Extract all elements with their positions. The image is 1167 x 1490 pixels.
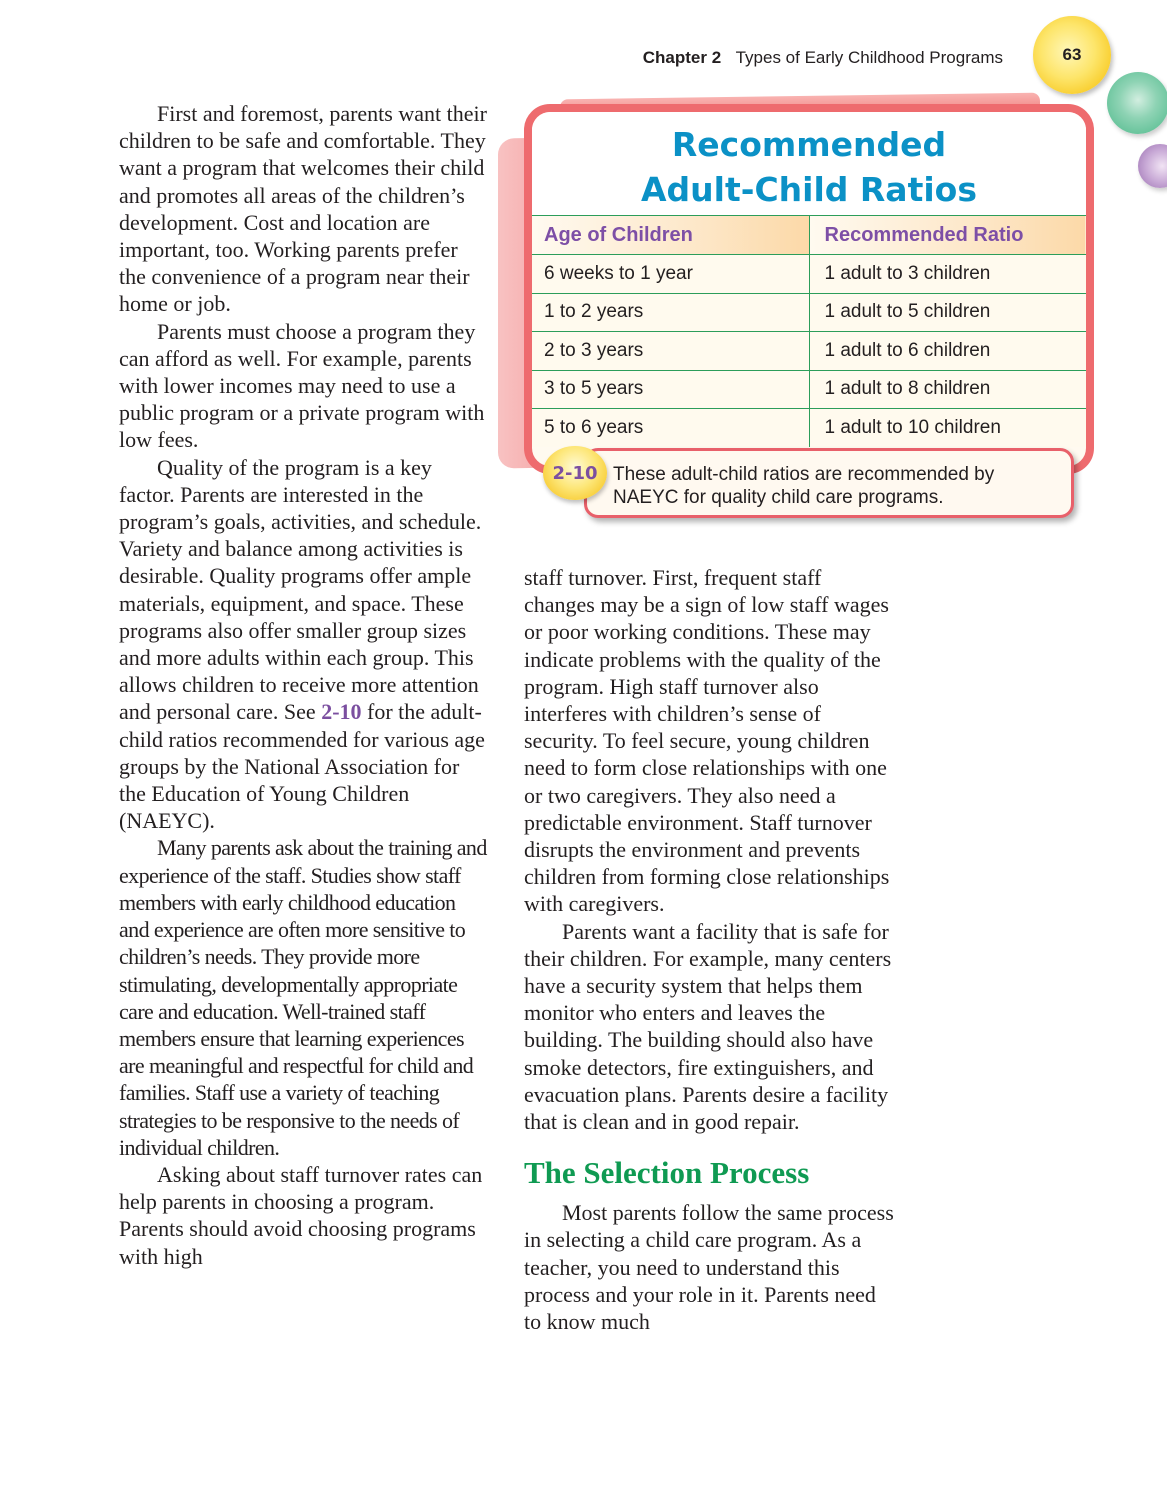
ratio-cell: 1 adult to 3 children xyxy=(809,255,1086,294)
paragraph: Asking about staff turnover rates can help parents in choosing a program. Parents should avoid choosing programs with high xyxy=(119,1161,483,1269)
paragraph-text: for the adult-child ratios recommended for various age groups by the National Association for the Education of Young Children (NAEYC). xyxy=(119,699,485,834)
table-row xyxy=(532,409,1086,447)
column-header-age: Age of Children xyxy=(532,216,809,255)
figure-title xyxy=(532,112,1086,215)
paragraph: Parents want a facility that is safe for their children. For example, many centers have a security system that helps them monitor who enters and leaves the building. The building should also have smoke detectors, fire extinguishers, and evacuation plans. Parents desire a facility that is clean and in good repair. xyxy=(524,918,892,1135)
decorative-purple-bubble-icon xyxy=(1138,144,1167,188)
column-header-ratio: Recommended Ratio xyxy=(809,216,1086,255)
figure-title-line: Adult-Child Ratios xyxy=(641,170,977,209)
paragraph: Many parents ask about the training and experience of the staff. Studies show staff members with early childhood education and experience are often more sensitive to children’s needs. They provide more stimulating, developmentally appropriate care and education. Well-trained staff members ensure that learning experiences are meaningful and respectful for child and families. Staff use a variety of teaching strategies to be responsive to the needs of individual children. xyxy=(119,835,487,1160)
paragraph: First and foremost, parents want their children to be safe and comfortable. They want a program that welcomes their child and promotes all areas of the children’s development. Cost and location are important, too. Working parents prefer the convenience of a program near their home or job. xyxy=(119,101,487,317)
paragraph: staff turnover. First, frequent staff changes may be a sign of low staff wages or poor working conditions. These may indicate problems with the quality of the program. High staff turnover also interferes with children’s sense of security. To feel secure, young children need to form close relationships with one or two caregivers. They also need a predictable environment. Staff turnover disrupts the environment and prevents children from forming close relationships with caregivers. xyxy=(524,565,890,917)
paragraph: Parents must choose a program they can afford as well. For example, parents with lower incomes may need to use a public program or a private program with low fees. xyxy=(119,318,485,453)
section-heading: The Selection Process xyxy=(524,1155,810,1191)
table-row xyxy=(532,332,1086,371)
chapter-title: Types of Early Childhood Programs xyxy=(735,48,1003,67)
left-text-column xyxy=(119,100,489,1270)
right-text-column xyxy=(524,564,894,1335)
table-header-row xyxy=(532,216,1086,255)
figure-reference-link[interactable]: 2-10 xyxy=(321,699,362,725)
ratio-cell: 1 adult to 8 children xyxy=(809,370,1086,409)
table-row xyxy=(532,293,1086,332)
page-number-badge xyxy=(1033,16,1111,94)
decorative-green-bubble-icon xyxy=(1107,72,1167,134)
figure-ratios-box xyxy=(524,104,1094,474)
ratio-cell: 1 adult to 6 children xyxy=(809,332,1086,371)
ratio-cell: 1 adult to 10 children xyxy=(809,409,1086,447)
page-number: 63 xyxy=(1062,45,1082,64)
figure-number: 2-10 xyxy=(552,462,598,484)
chapter-label: Chapter 2 xyxy=(642,48,722,67)
figure-caption: These adult-child ratios are recommended by NAEYC for quality child care programs. xyxy=(584,448,1074,518)
age-cell: 5 to 6 years xyxy=(532,409,809,447)
age-cell: 6 weeks to 1 year xyxy=(532,255,809,294)
running-header xyxy=(560,48,1003,68)
table-row xyxy=(532,370,1086,409)
ratios-table xyxy=(532,215,1086,447)
age-cell: 2 to 3 years xyxy=(532,332,809,371)
ratio-cell: 1 adult to 5 children xyxy=(809,293,1086,332)
figure-title-line: Recommended xyxy=(671,125,947,164)
paragraph: Most parents follow the same process in selecting a child care program. As a teacher, you need to understand this process and your role in it. Parents need to know much xyxy=(524,1200,894,1335)
paragraph-text: Quality of the program is a key factor. Parents are interested in the program’s goals, activities, and schedule. Variety and balance among activities is desirable. Quality programs offer ample materials, equipment, and space. These programs also offer smaller group sizes and more adults within each group. This allows children to receive more attention and personal care. See xyxy=(119,454,482,725)
figure-number-badge xyxy=(543,446,607,500)
age-cell: 3 to 5 years xyxy=(532,370,809,409)
age-cell: 1 to 2 years xyxy=(532,293,809,332)
table-row xyxy=(532,255,1086,294)
paragraph xyxy=(119,454,489,835)
